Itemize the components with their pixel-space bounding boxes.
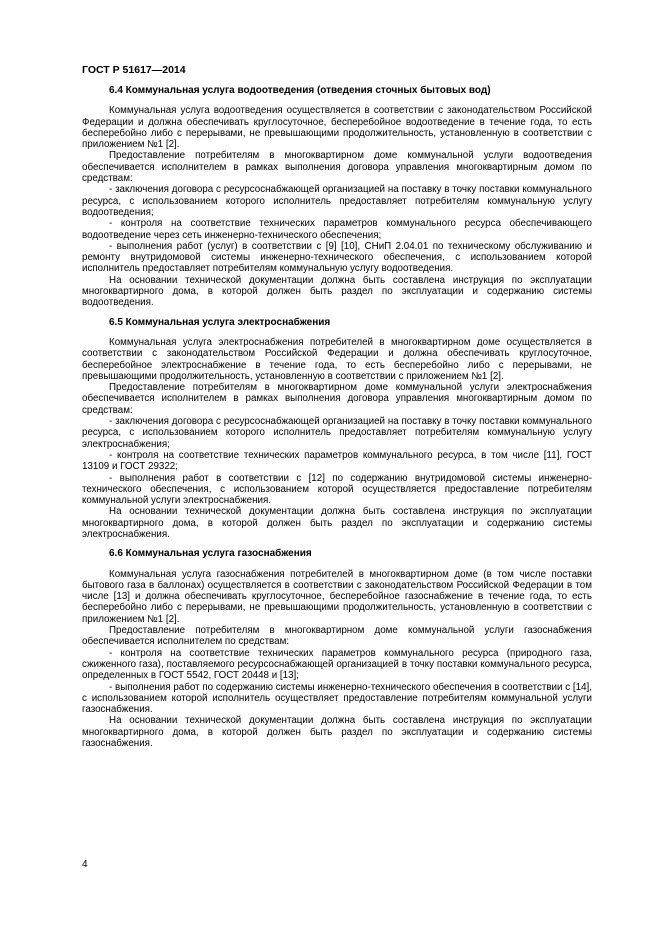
list-item: - выполнения работ в соответствии с [12] по содержанию внутридомовой системы инженерно-технического обеспечения, с использованием которой осуществляется предоставление потребителям коммунальной услуги электроснабжения. <box>82 472 592 507</box>
list-item: - выполнения работ по содержанию системы инженерно-технического обеспечения в соответствии с [14], с использованием которой исполнитель осуществляет предоставление потребителям коммунальной услуги газоснабжения. <box>82 681 592 716</box>
list-item: - выполнения работ (услуг) в соответствии с [9] [10], СНиП 2.04.01 по техническому обслуживанию и ремонту внутридомовой системы инженерно-технического обеспечения, с использованием которой исполнитель предоставляет потребителям коммунальную услугу водоотведения. <box>82 240 592 275</box>
paragraph: На основании технической документации должна быть составлена инструкция по эксплуатации многоквартирного дома, в которой должен быть раздел по эксплуатации и содержанию системы водоотведения. <box>82 274 592 309</box>
paragraph: Коммунальная услуга электроснабжения потребителей в многоквартирном доме осуществляется в соответствии с законодательством Российской Федерации и должна обеспечивать круглосуточное, бесперебойное электроснабжение в течение года, то есть бесперебойно либо с перерывами, не превышающими продолжительность, установленную в соответствии с приложением №1 [2]. <box>82 336 592 382</box>
list-item: - контроля на соответствие технических параметров коммунального ресурса, в том числе [11], ГОСТ 13109 и ГОСТ 29322; <box>82 449 592 473</box>
section-heading-6-5: 6.5 Коммунальная услуга электроснабжения <box>109 316 331 328</box>
paragraph: Предоставление потребителям в многоквартирном доме коммунальной услуги газоснабжения обеспечивается исполнителем по средствам: <box>82 625 592 648</box>
paragraph: Коммунальная услуга газоснабжения потребителей в многоквартирном доме (в том числе поставки бытового газа в баллонах) осуществляется в соответствии с законодательством Российской Федерации в том числе [13] и должна обеспечивать круглосуточное, бесперебойное газоснабжение в течение года, то есть бесперебойно либо с перерывами, не превышающими продолжительность, установленную в соответствии с приложением №1 [2]. <box>82 568 592 625</box>
document-header: ГОСТ Р 51617—2014 <box>82 64 186 76</box>
paragraph: Предоставление потребителям в многоквартирном доме коммунальной услуги водоотведения обеспечивается исполнителем в рамках выполнения договора управления многоквартирным домом по средствам: <box>82 150 592 185</box>
paragraph: На основании технической документации должна быть составлена инструкция по эксплуатации многоквартирного дома, в которой должен быть раздел по эксплуатации и содержанию системы электроснабжения. <box>82 506 592 540</box>
list-item: - контроля на соответствие технических параметров коммунального ресурса (природного газа, сжиженного газа), поставляемого ресурсоснабжающей организацией в точку поставки коммунального ресурса, определенных в ГОСТ 5542, ГОСТ 20448 и [13]; <box>82 647 592 682</box>
list-item: - заключения договора с ресурсоснабжающей организацией на поставку в точку поставки коммунального ресурса, с использованием которого исполнитель предоставляет потребителям коммунальную услугу электроснабжения; <box>82 416 592 450</box>
list-item: - заключения договора с ресурсоснабжающей организацией на поставку в точку поставки коммунального ресурса, с использованием которого исполнитель предоставляет потребителям коммунальную услугу водоотведения; <box>82 184 592 218</box>
document-body <box>82 85 592 749</box>
list-item: - контроля на соответствие технических параметров коммунального ресурса обеспечивающего водоотведение через сеть инженерно-технического обеспечения; <box>82 218 592 241</box>
section-heading-6-6: 6.6 Коммунальная услуга газоснабжения <box>109 548 312 560</box>
paragraph: Коммунальная услуга водоотведения осуществляется в соответствии с законодательством Российской Федерации и должна обеспечивать круглосуточное, бесперебойное водоотведение в течение года, то есть бесперебойно либо с перерывами, не превышающими продолжительность, установленную в соответствии с приложением №1 [2]. <box>82 105 592 151</box>
page-number: 4 <box>82 859 88 870</box>
paragraph: Предоставление потребителям в многоквартирном доме коммунальной услуги электроснабжения обеспечивается исполнителем в рамках выполнения договора управления многоквартирным домом по средствам: <box>82 382 592 416</box>
paragraph: На основании технической документации должна быть составлена инструкция по эксплуатации многоквартирного дома, в которой должен быть раздел по эксплуатации и содержанию системы газоснабжения. <box>82 715 592 750</box>
section-heading-6-4: 6.4 Коммунальная услуга водоотведения (отведения сточных бытовых вод) <box>109 85 491 96</box>
